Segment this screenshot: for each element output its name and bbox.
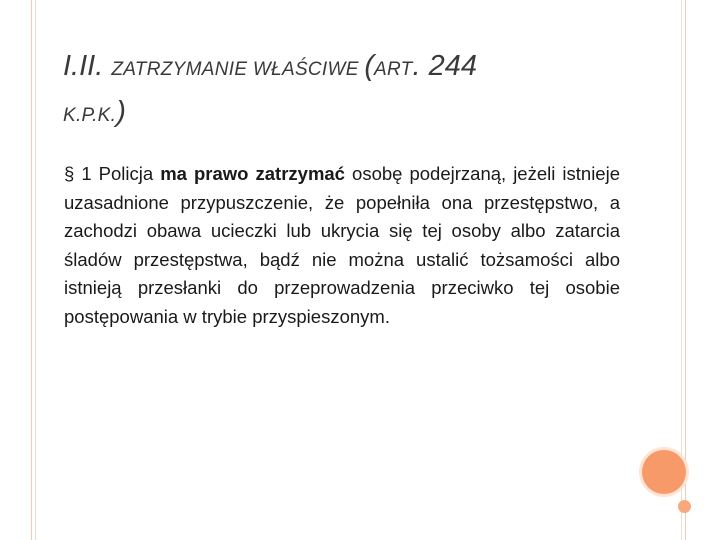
title-part: K.P.K.	[63, 105, 117, 126]
title-part: (	[364, 50, 374, 82]
paragraph-rest: osobę podejrzaną, jeżeli istnieje uzasadnione przypuszczenie, że popełniła ona przestępstwo, a zachodzi obawa ucieczki lub ukrycia się tej osoby albo zatarcia śladów przestępstwa, bądź nie można ustalić tożsamości albo istnieją przesłanki do przeprowadzenia przeciwko tej osobie postępowania w trybie przyspieszonym.	[64, 163, 620, 327]
slide-title	[63, 44, 623, 136]
title-part: )	[116, 96, 126, 128]
title-part: ART	[373, 59, 413, 80]
title-part: ZATRZYMANIE WŁAŚCIWE	[111, 59, 365, 80]
paragraph-lead: § 1 Policja	[64, 163, 161, 184]
body-paragraph	[64, 160, 620, 332]
paragraph-bold: ma prawo zatrzymać	[160, 163, 345, 184]
title-part: I.II.	[63, 50, 112, 82]
decorative-circle-small	[678, 500, 691, 513]
decorative-circle-large	[642, 450, 686, 494]
title-part: . 244	[412, 50, 478, 82]
